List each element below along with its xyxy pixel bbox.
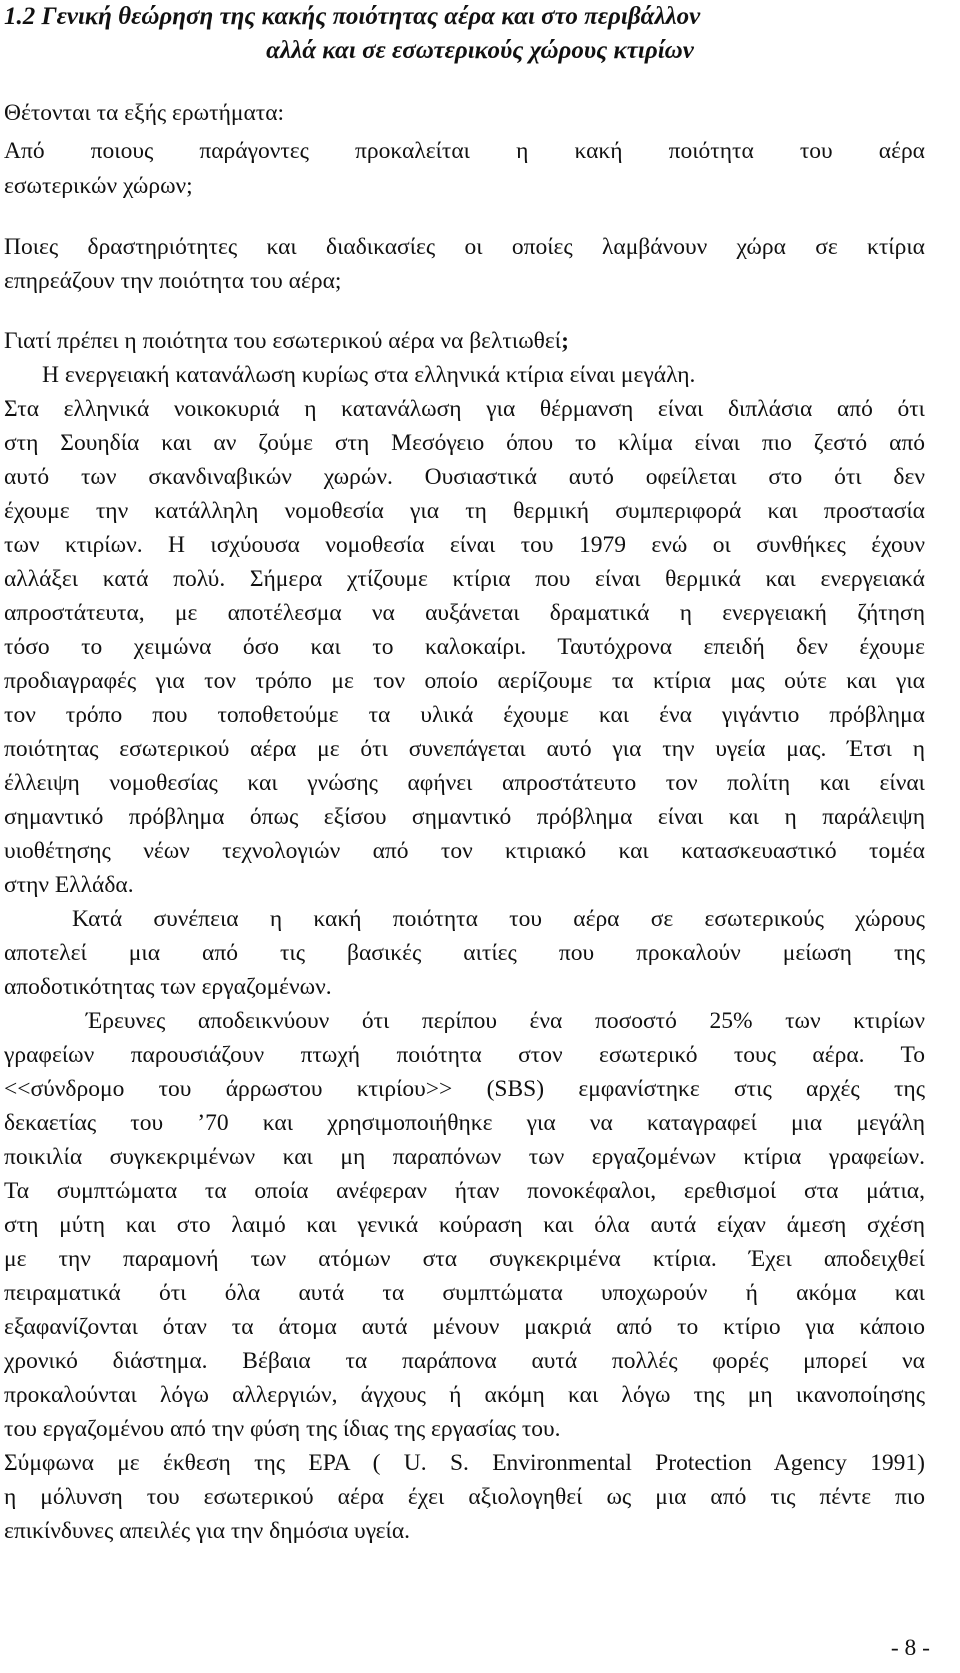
text-line: επηρεάζουν την ποιότητα του αέρα;	[4, 268, 342, 294]
text-line: Στα ελληνικά νοικοκυριά η κατανάλωση για θέρμανση είναι διπλάσια από ότι	[4, 396, 925, 422]
text-line: χρονικό διάστημα. Βέβαια τα παράπονα αυτά πολλές φορές μπορεί να	[4, 1348, 925, 1374]
text-line: Από ποιους παράγοντες προκαλείται η κακή ποιότητα του αέρα	[4, 138, 925, 164]
text-line: στη μύτη και στο λαιμό και γενικά κούραση και όλα αυτά είχαν άμεση σχέση	[4, 1212, 925, 1238]
text-line: εσωτερικών χώρων;	[4, 173, 193, 199]
question-text: Γιατί πρέπει η ποιότητα του εσωτερικού αέρα να βελτιωθεί	[4, 328, 562, 354]
text-line: Τα συμπτώματα τα οποία ανέφεραν ήταν πονοκέφαλοι, ερεθισμοί στα μάτια,	[4, 1178, 925, 1204]
text-line: δεκαετίας του ’70 και χρησιμοποιήθηκε για να καταγραφεί μια μεγάλη	[4, 1110, 925, 1136]
text-line: των κτιρίων. Η ισχύουσα νομοθεσία είναι του 1979 ενώ οι συνθήκες έχουν	[4, 532, 925, 558]
text-line: Κατά συνέπεια η κακή ποιότητα του αέρα σε εσωτερικούς χώρους	[72, 906, 925, 932]
text-line: αποδοτικότητας των εργαζομένων.	[4, 974, 332, 1000]
text-line: επικίνδυνες απειλές για την δημόσια υγεία.	[4, 1518, 411, 1544]
page-number: - 8 -	[890, 1635, 930, 1661]
text-line: σημαντικό πρόβλημα όπως εξίσου σημαντικό πρόβλημα είναι και η παράλειψη	[4, 804, 925, 830]
text-line: υιοθέτησης νέων τεχνολογιών από τον κτιριακό και κατασκευαστικό τομέα	[4, 838, 925, 864]
text-line: Θέτονται τα εξής ερωτήματα:	[4, 100, 285, 126]
text-line: αποτελεί μια από τις βασικές αιτίες που προκαλούν μείωση της	[4, 940, 925, 966]
text-line: ποικιλία συγκεκριμένων και μη παραπόνων των εργαζομένων κτίρια γραφείων.	[4, 1144, 925, 1170]
text-line: απροστάτευτα, με αποτέλεσμα να αυξάνεται δραματικά η ενεργειακή ζήτηση	[4, 600, 925, 626]
text-line: τόσο το χειμώνα όσο και το καλοκαίρι. Ταυτόχρονα επειδή δεν έχουμε	[4, 634, 925, 660]
text-line: του εργαζομένου από την φύση της ίδιας της εργασίας του.	[4, 1416, 561, 1442]
text-line: αυτό των σκανδιναβικών χωρών. Ουσιαστικά αυτό οφείλεται στο ότι δεν	[4, 464, 925, 490]
heading-line-1: 1.2 Γενική θεώρηση της κακής ποιότητας αέρα και στο περιβάλλον	[4, 3, 701, 30]
text-line: η μόλυνση του εσωτερικού αέρα έχει αξιολογηθεί ως μια από τις πέντε πιο	[4, 1484, 925, 1510]
heading-line-2: αλλά και σε εσωτερικούς χώρους κτιρίων	[266, 37, 694, 64]
text-line: Έρευνες αποδεικνύουν ότι περίπου ένα ποσοστό 25% των κτιρίων	[86, 1008, 925, 1034]
text-line: προκαλούνται λόγω αλλεργιών, άγχους ή ακόμη και λόγω της μη ικανοποίησης	[4, 1382, 925, 1408]
text-line: Ποιες δραστηριότητες και διαδικασίες οι οποίες λαμβάνουν χώρα σε κτίρια	[4, 234, 925, 260]
text-line: Σύμφωνα με έκθεση της EPA ( U. S. Environmental Protection Agency 1991)	[4, 1450, 925, 1476]
text-line: τον τρόπο που τοποθετούμε τα υλικά έχουμε και ένα γιγάντιο πρόβλημα	[4, 702, 925, 728]
text-line: έλλειψη νομοθεσίας και γνώσης αφήνει απροστάτευτο τον πολίτη και είναι	[4, 770, 925, 796]
text-line: έχουμε την κατάλληλη νομοθεσία για τη θερμική συμπεριφορά και προστασία	[4, 498, 925, 524]
text-line: στη Σουηδία και αν ζούμε στη Μεσόγειο όπου το κλίμα είναι πιο ζεστό από	[4, 430, 925, 456]
text-line: αλλάξει κατά πολύ. Σήμερα χτίζουμε κτίρια που είναι θερμικά και ενεργειακά	[4, 566, 925, 592]
text-line	[4, 326, 925, 356]
text-line: στην Ελλάδα.	[4, 872, 134, 898]
text-line: πειραματικά ότι όλα αυτά τα συμπτώματα υποχωρούν ή ακόμα και	[4, 1280, 925, 1306]
text-line: εξαφανίζονται όταν τα άτομα αυτά μένουν μακριά από το κτίριο για κάποιο	[4, 1314, 925, 1340]
section-heading	[0, 0, 960, 68]
text-line: Η ενεργειακή κατανάλωση κυρίως στα ελληνικά κτίρια είναι μεγάλη.	[42, 362, 696, 388]
text-line: με την παραμονή των ατόμων στα συγκεκριμένα κτίρια. Έχει αποδειχθεί	[4, 1246, 925, 1272]
question-mark: ;	[561, 328, 569, 354]
text-line: γραφείων παρουσιάζουν πτωχή ποιότητα στον εσωτερικό τους αέρα. Το	[4, 1042, 925, 1068]
text-line: ποιότητας εσωτερικού αέρα με ότι συνεπάγεται αυτό για την υγεία μας. Έτσι η	[4, 736, 925, 762]
text-line: προδιαγραφές για τον τρόπο με τον οποίο αερίζουμε τα κτίρια μας ούτε και για	[4, 668, 925, 694]
text-line: <<σύνδρομο του άρρωστου κτιρίου>> (SBS) εμφανίστηκε στις αρχές της	[4, 1076, 925, 1102]
